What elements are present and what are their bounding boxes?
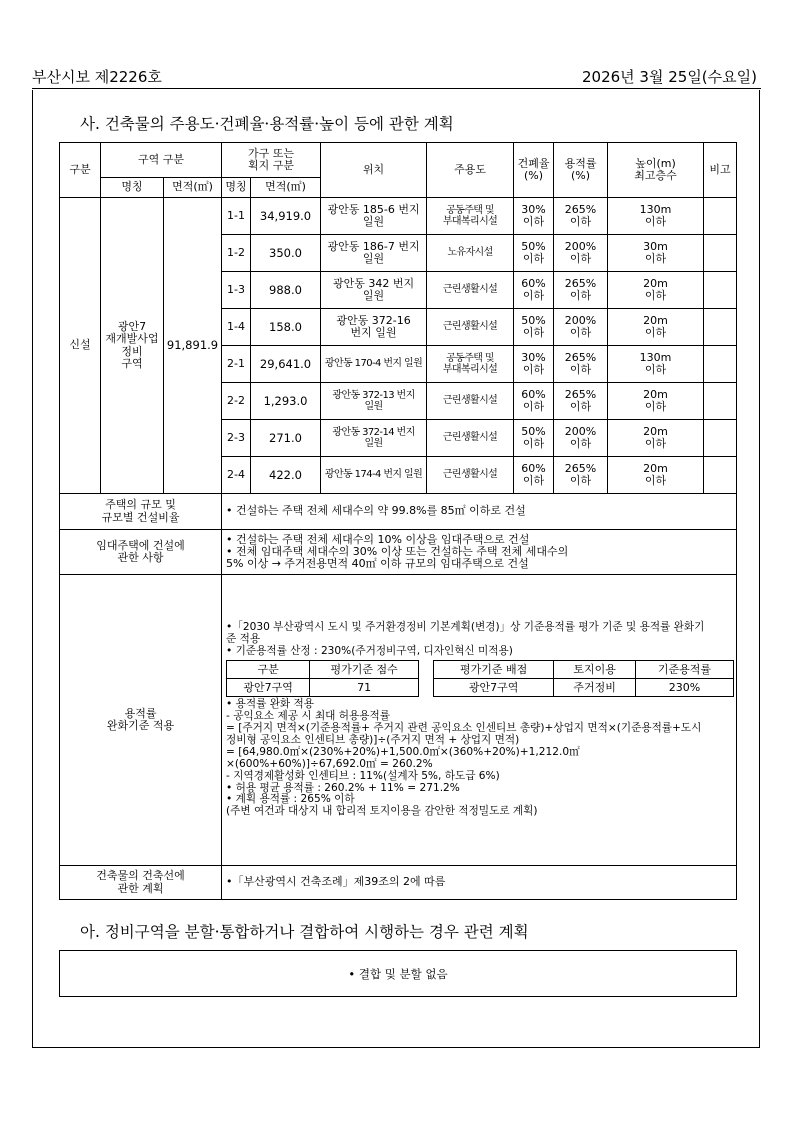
section-a-title: 아. 정비구역을 분할·통합하거나 결합하여 시행하는 경우 관련 계획 <box>80 923 529 941</box>
height: 130m 이하 <box>608 198 704 235</box>
block-name: 2-1 <box>222 346 251 383</box>
note <box>704 383 737 420</box>
bcr: 50% 이하 <box>514 309 554 346</box>
height: 30m 이하 <box>608 235 704 272</box>
building-line-text: •「부산광역시 건축조례」제39조의 2에 따름 <box>222 866 737 900</box>
main-use: 근린생활시설 <box>427 420 514 457</box>
main-use: 노유자시설 <box>427 235 514 272</box>
col-header-height: 높이(m) 최고층수 <box>608 143 704 198</box>
note <box>704 235 737 272</box>
score-table <box>226 660 419 697</box>
col-header-far: 용적률 (%) <box>554 143 608 198</box>
main-use: 근린생활시설 <box>427 457 514 494</box>
building-line-label: 건축물의 건축선에 관한 계획 <box>60 866 222 900</box>
col-header-zone-name: 명칭 <box>101 178 164 198</box>
section-sa-title: 사. 건축물의 주용도·건폐율·용적률·높이 등에 관한 계획 <box>80 115 454 133</box>
note <box>704 272 737 309</box>
score-header-gubun: 구분 <box>227 661 310 679</box>
col-header-gubun: 구분 <box>60 143 101 198</box>
housing-scale-text: • 건설하는 주택 전체 세대수의 약 99.8%를 85㎡ 이하로 건설 <box>222 494 737 530</box>
score-zone: 광안7구역 <box>227 679 310 697</box>
block-area: 422.0 <box>251 457 321 494</box>
building-line-row <box>60 866 737 900</box>
bcr: 30% 이하 <box>514 198 554 235</box>
base-header-criteria: 평가기준 배점 <box>433 661 554 679</box>
category-cell: 신설 <box>60 198 101 494</box>
location: 광안동 372-13 번지 일원 <box>321 383 427 420</box>
block-name: 1-2 <box>222 235 251 272</box>
note <box>704 309 737 346</box>
height: 20m 이하 <box>608 309 704 346</box>
main-use: 공동주택 및 부대복리시설 <box>427 346 514 383</box>
table-row <box>60 198 737 235</box>
rental-label: 임대주택에 건설에 관한 사항 <box>60 530 222 575</box>
base-header-far: 기준용적률 <box>635 661 733 679</box>
housing-scale-label: 주택의 규모 및 규모별 건설비율 <box>60 494 222 530</box>
far: 200% 이하 <box>554 420 608 457</box>
rental-text <box>222 530 737 575</box>
housing-scale-row <box>60 494 737 530</box>
evaluation-tables <box>226 657 734 699</box>
note <box>704 198 737 235</box>
bcr: 50% 이하 <box>514 420 554 457</box>
block-area: 271.0 <box>251 420 321 457</box>
far: 265% 이하 <box>554 457 608 494</box>
gazette-issue: 부산시보 제2226호 <box>32 68 162 86</box>
base-far-table <box>433 660 734 697</box>
combination-text: • 결합 및 분할 없음 <box>348 966 448 981</box>
gazette-date: 2026년 3월 25일(수요일) <box>582 68 757 86</box>
col-header-block-area: 면적(㎡) <box>251 178 321 198</box>
rental-line-1: • 건설하는 주택 전체 세대수의 10% 이상을 임대주택으로 건설 <box>226 532 530 546</box>
bcr: 60% 이하 <box>514 457 554 494</box>
rental-line-2: • 전체 임대주택 세대수의 30% 이상 또는 건설하는 주택 전체 세대수의 5% 이상 → 주거전용면적 40㎡ 이하 규모의 임대주택으로 건설 <box>226 544 569 571</box>
block-name: 2-3 <box>222 420 251 457</box>
col-header-location: 위치 <box>321 143 427 198</box>
base-zone: 광안7구역 <box>433 679 554 697</box>
block-area: 34,919.0 <box>251 198 321 235</box>
col-header-bcr: 건폐율 (%) <box>514 143 554 198</box>
zone-name-cell: 광안7 재개발사업 정비 구역 <box>101 198 164 494</box>
combination-box <box>59 950 737 997</box>
far-relax-content <box>222 575 737 866</box>
far: 265% 이하 <box>554 346 608 383</box>
block-name: 2-2 <box>222 383 251 420</box>
location: 광안동 170-4 번지 일원 <box>321 346 427 383</box>
height: 130m 이하 <box>608 346 704 383</box>
height: 20m 이하 <box>608 420 704 457</box>
far-relax-label: 용적률 완화기준 적용 <box>60 575 222 866</box>
note <box>704 420 737 457</box>
location: 광안동 185-6 번지 일원 <box>321 198 427 235</box>
block-name: 1-4 <box>222 309 251 346</box>
base-header-landuse: 토지이용 <box>554 661 635 679</box>
col-header-zone-area: 면적(㎡) <box>164 178 222 198</box>
main-use: 근린생활시설 <box>427 383 514 420</box>
block-area: 158.0 <box>251 309 321 346</box>
block-area: 29,641.0 <box>251 346 321 383</box>
score-value: 71 <box>310 679 419 697</box>
header-divider <box>32 88 761 89</box>
far-relax-basis: •「2030 부산광역시 도시 및 주거환경정비 기본계획(변경)」상 기준용적률 평가 기준 및 용적률 완화기 준 적용 <box>226 620 705 645</box>
far: 200% 이하 <box>554 309 608 346</box>
main-use: 공동주택 및 부대복리시설 <box>427 198 514 235</box>
height: 20m 이하 <box>608 272 704 309</box>
col-header-note: 비고 <box>704 143 737 198</box>
location: 광안동 186-7 번지 일원 <box>321 235 427 272</box>
location: 광안동 174-4 번지 일원 <box>321 457 427 494</box>
far-relax-row <box>60 575 737 866</box>
base-far-calc: • 기준용적률 산정 : 230%(주거정비구역, 디자인혁신 미적용) <box>226 644 513 657</box>
col-header-zone: 구역 구분 <box>101 143 222 178</box>
location: 광안동 342 번지 일원 <box>321 272 427 309</box>
block-name: 1-3 <box>222 272 251 309</box>
block-area: 350.0 <box>251 235 321 272</box>
note <box>704 457 737 494</box>
far: 200% 이하 <box>554 235 608 272</box>
score-header-points: 평가기준 점수 <box>310 661 419 679</box>
far-relax-calc: • 용적률 완화 적용 - 공익요소 제공 시 최대 허용용적률 = [주거지 면적×(기준용적률+ 주거지 관련 공익요소 인센티브 총량)+상업지 면적×(기준용적률+도시 정비형 공익요소 인센티브 총량)]÷(주거지 면적 + 상업지 면적) = [64,980.0㎡×(230%+20%)+1,500.0㎡×(360%+20%)+1,212.0㎡ ×(600%+60%)]÷67,692.0㎡ = 260.2% - 지역경제활성화 인센티브 : 11%(설계자 5%, 하도급 6%) • 허용 평균 용적률 : 260.2% + 11% = 271.2% • 계획 용적률 : 265% 이하 (주변 여건과 대상지 내 합리적 토지이용을 감안한 적정밀도로 계획) <box>226 698 702 818</box>
far: 265% 이하 <box>554 383 608 420</box>
note <box>704 346 737 383</box>
bcr: 60% 이하 <box>514 272 554 309</box>
far: 265% 이하 <box>554 198 608 235</box>
bcr: 50% 이하 <box>514 235 554 272</box>
col-header-block: 가구 또는 획지 구분 <box>222 143 321 178</box>
zone-area-cell: 91,891.9 <box>164 198 222 494</box>
location: 광안동 372-14 번지 일원 <box>321 420 427 457</box>
block-area: 988.0 <box>251 272 321 309</box>
col-header-block-name: 명칭 <box>222 178 251 198</box>
col-header-use: 주용도 <box>427 143 514 198</box>
far: 265% 이하 <box>554 272 608 309</box>
bcr: 60% 이하 <box>514 383 554 420</box>
bcr: 30% 이하 <box>514 346 554 383</box>
rental-row <box>60 530 737 575</box>
main-use: 근린생활시설 <box>427 309 514 346</box>
location: 광안동 372-16 번지 일원 <box>321 309 427 346</box>
main-use: 근린생활시설 <box>427 272 514 309</box>
base-landuse: 주거정비 <box>554 679 635 697</box>
block-name: 1-1 <box>222 198 251 235</box>
block-name: 2-4 <box>222 457 251 494</box>
building-plan-table <box>59 142 737 900</box>
height: 20m 이하 <box>608 457 704 494</box>
block-area: 1,293.0 <box>251 383 321 420</box>
height: 20m 이하 <box>608 383 704 420</box>
base-far: 230% <box>635 679 733 697</box>
